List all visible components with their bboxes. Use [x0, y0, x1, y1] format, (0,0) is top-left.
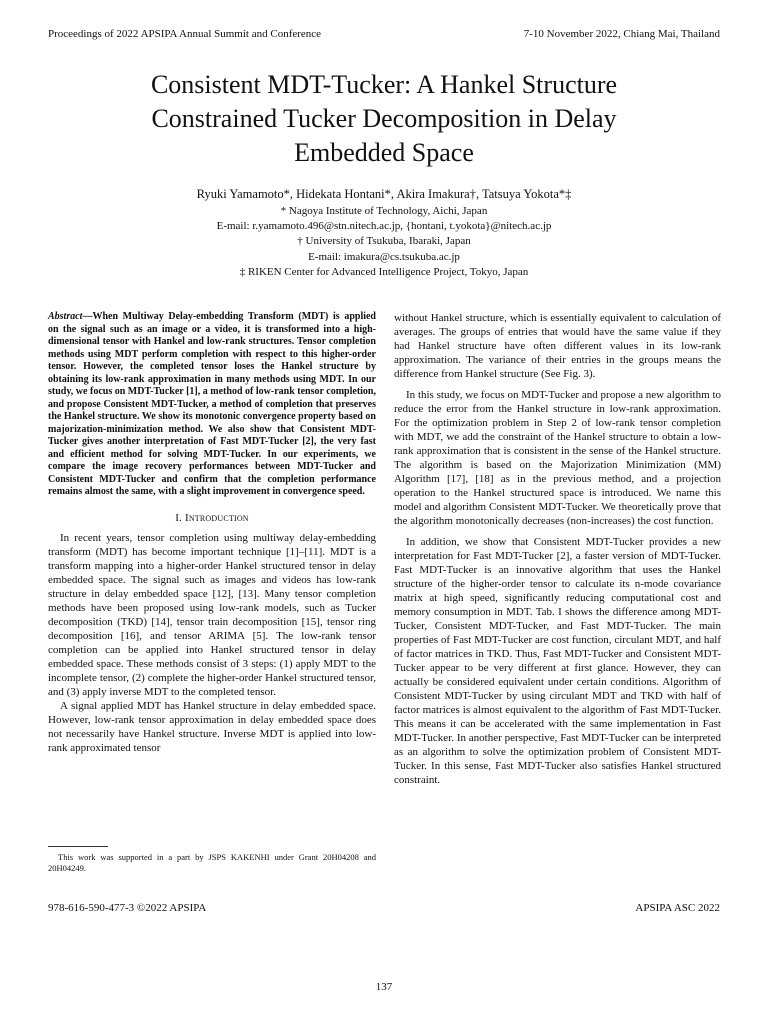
- abstract-text: —When Multiway Delay-embedding Transform (MDT) is applied on the signal such as an image or a video, it is transformed into a high-dimensional tensor with Hankel and low-rank structures. Tensor completion methods using MDT perform completion with respect to this higher-order tensor. However, the completed tensor loses the Hankel structure by obtaining its low-rank approximation in many methods using MDT. In our study, we focus on MDT-Tucker [1], a method of low-rank tensor completion, and propose Consistent MDT-Tucker, a method of completion that preserves the Hankel structure. We show its monotonic convergence property based on majorization-minimization method. We also show that Consistent MDT-Tucker gives another interpretation of Fast MDT-Tucker [2], the very fast and efficient method for solving MDT-Tucker. In our experiments, we compare the image recovery performances between MDT-Tucker and Consistent MDT-Tucker and confirm that the completion performance remains almost the same, with a slight improvement in convergence speed.: [48, 311, 376, 497]
- affiliation-line: E-mail: r.yamamoto.496@stn.nitech.ac.jp, {hontani, t.yokota}@nitech.ac.jp: [216, 220, 552, 233]
- body-paragraph: In recent years, tensor completion using multiway delay-embedding transform (MDT) has become important technique [1]–[11]. MDT is a transform mapping into a higher-order Hankel structured tensor in delay embedded space. The signal such as images and videos has low-rank structure in delay embedded space [12], [13]. Many tensor completion methods have been proposed using low-rank models, such as Tucker decomposition (TKD) [14], tensor train decomposition [15], tensor ring decomposition [16], and tensor ARIMA [5]. The low-rank tensor completion can be applied into Hankel structured tensor in delay embedded space. These methods consist of 3 steps: (1) apply MDT to the incomplete tensor, (2) complete the higher-order Hankel structured tensor, and (3) apply inverse MDT to the completed tensor.: [48, 531, 376, 698]
- footer-conference: APSIPA ASC 2022: [635, 902, 720, 914]
- body-paragraph: A signal applied MDT has Hankel structure in delay embedded space. However, low-rank tensor approximation in delay embedded space does not necessarily have Hankel structure. Inverse MDT is applied into low-rank approximated tensor: [48, 699, 376, 754]
- footnote: This work was supported in a part by JSPS KAKENHI under Grant 20H04208 and 20H04249.: [48, 852, 376, 873]
- running-header-right: 7-10 November 2022, Chiang Mai, Thailand: [523, 28, 720, 40]
- section-heading: [48, 511, 376, 525]
- abstract: [48, 311, 376, 499]
- affiliations: [60, 204, 708, 280]
- body-paragraph: In this study, we focus on MDT-Tucker and propose a new algorithm to reduce the error from the Hankel structure in low-rank approximation. For the optimization problem in Step 2 of low-rank tensor completion with MDT, we add the constraint of the Hankel structure to obtain a low-rank approximation that is consistent in the sense of the Hankel structure. The algorithm is based on the Majorization Minimization (MM) Algorithm [17], [18] as in the previous method, and a projection operation to the Hankel structured space is introduced. We name this model and algorithm Consistent MDT-Tucker. We theoretically prove that the algorithm monotonically decreases (non-increases) the cost function.: [394, 389, 721, 527]
- abstract-lead: Abstract: [48, 311, 83, 322]
- body-paragraph: In addition, we show that Consistent MDT-Tucker provides a new interpretation for Fast MDT-Tucker [2], a faster version of MDT-Tucker. Fast MDT-Tucker is an innovative algorithm that uses the Hankel structure of the higher-order tensor to calculate its n-mode covariance matrix at high speed, significantly reducing computational cost and memory consumption in MDT. Tab. I shows the difference among MDT-Tucker, Consistent MDT-Tucker, and Fast MDT-Tucker. The main properties of Fast MDT-Tucker are cost function, circulant MDT, and half of factor matrices in TKD. Thus, Fast MDT-Tucker and Consistent MDT-Tucker appear to be very different at first glance. However, they can actually be considered equivalent under certain conditions. Algorithm of Consistent MDT-Tucker by using circulant MDT and TKD with half of factor matrices is almost equivalent to the algorithm of Fast MDT-Tucker. This means it can be accelerated with the same implementation in Fast MDT-Tucker. In another perspective, Fast MDT-Tucker can be interpreted as an algorithm to solve the optimization problem of Consistent MDT-Tucker. In this sense, Fast MDT-Tucker also satisfies Hankel structured constraint.: [394, 536, 721, 786]
- section-title: Introduction: [184, 511, 249, 524]
- author-list: Ryuki Yamamoto*, Hidekata Hontani*, Akira Imakura†, Tatsuya Yokota*‡: [196, 187, 572, 201]
- affiliation-line: E-mail: imakura@cs.tsukuba.ac.jp: [308, 250, 460, 263]
- affiliation-line: † University of Tsukuba, Ibaraki, Japan: [297, 235, 471, 248]
- footnote-rule: [48, 846, 108, 847]
- body-paragraph: without Hankel structure, which is essentially equivalent to calculation of averages. The groups of entries that would have the same value if they had Hankel structure have often different values in its low-rank approximation. The variance of their entries in the groups means the difference from Hankel structure (See Fig. 3).: [394, 312, 721, 380]
- page-number: 137: [375, 981, 393, 993]
- affiliation-line: ‡ RIKEN Center for Advanced Intelligence Project, Tokyo, Japan: [239, 265, 529, 278]
- title-line: Constrained Tucker Decomposition in Delay: [151, 104, 617, 133]
- title-line: Consistent MDT-Tucker: A Hankel Structure: [150, 70, 618, 99]
- running-header-left: Proceedings of 2022 APSIPA Annual Summit and Conference: [48, 28, 322, 40]
- section-numeral: I.: [175, 511, 185, 524]
- affiliation-line: * Nagoya Institute of Technology, Aichi, Japan: [280, 205, 488, 217]
- footer-isbn: 978-616-590-477-3 ©2022 APSIPA: [48, 902, 207, 914]
- left-column: [48, 311, 376, 755]
- title-line: Embedded Space: [294, 138, 474, 167]
- paper-title: [60, 68, 708, 170]
- right-column: [394, 311, 721, 787]
